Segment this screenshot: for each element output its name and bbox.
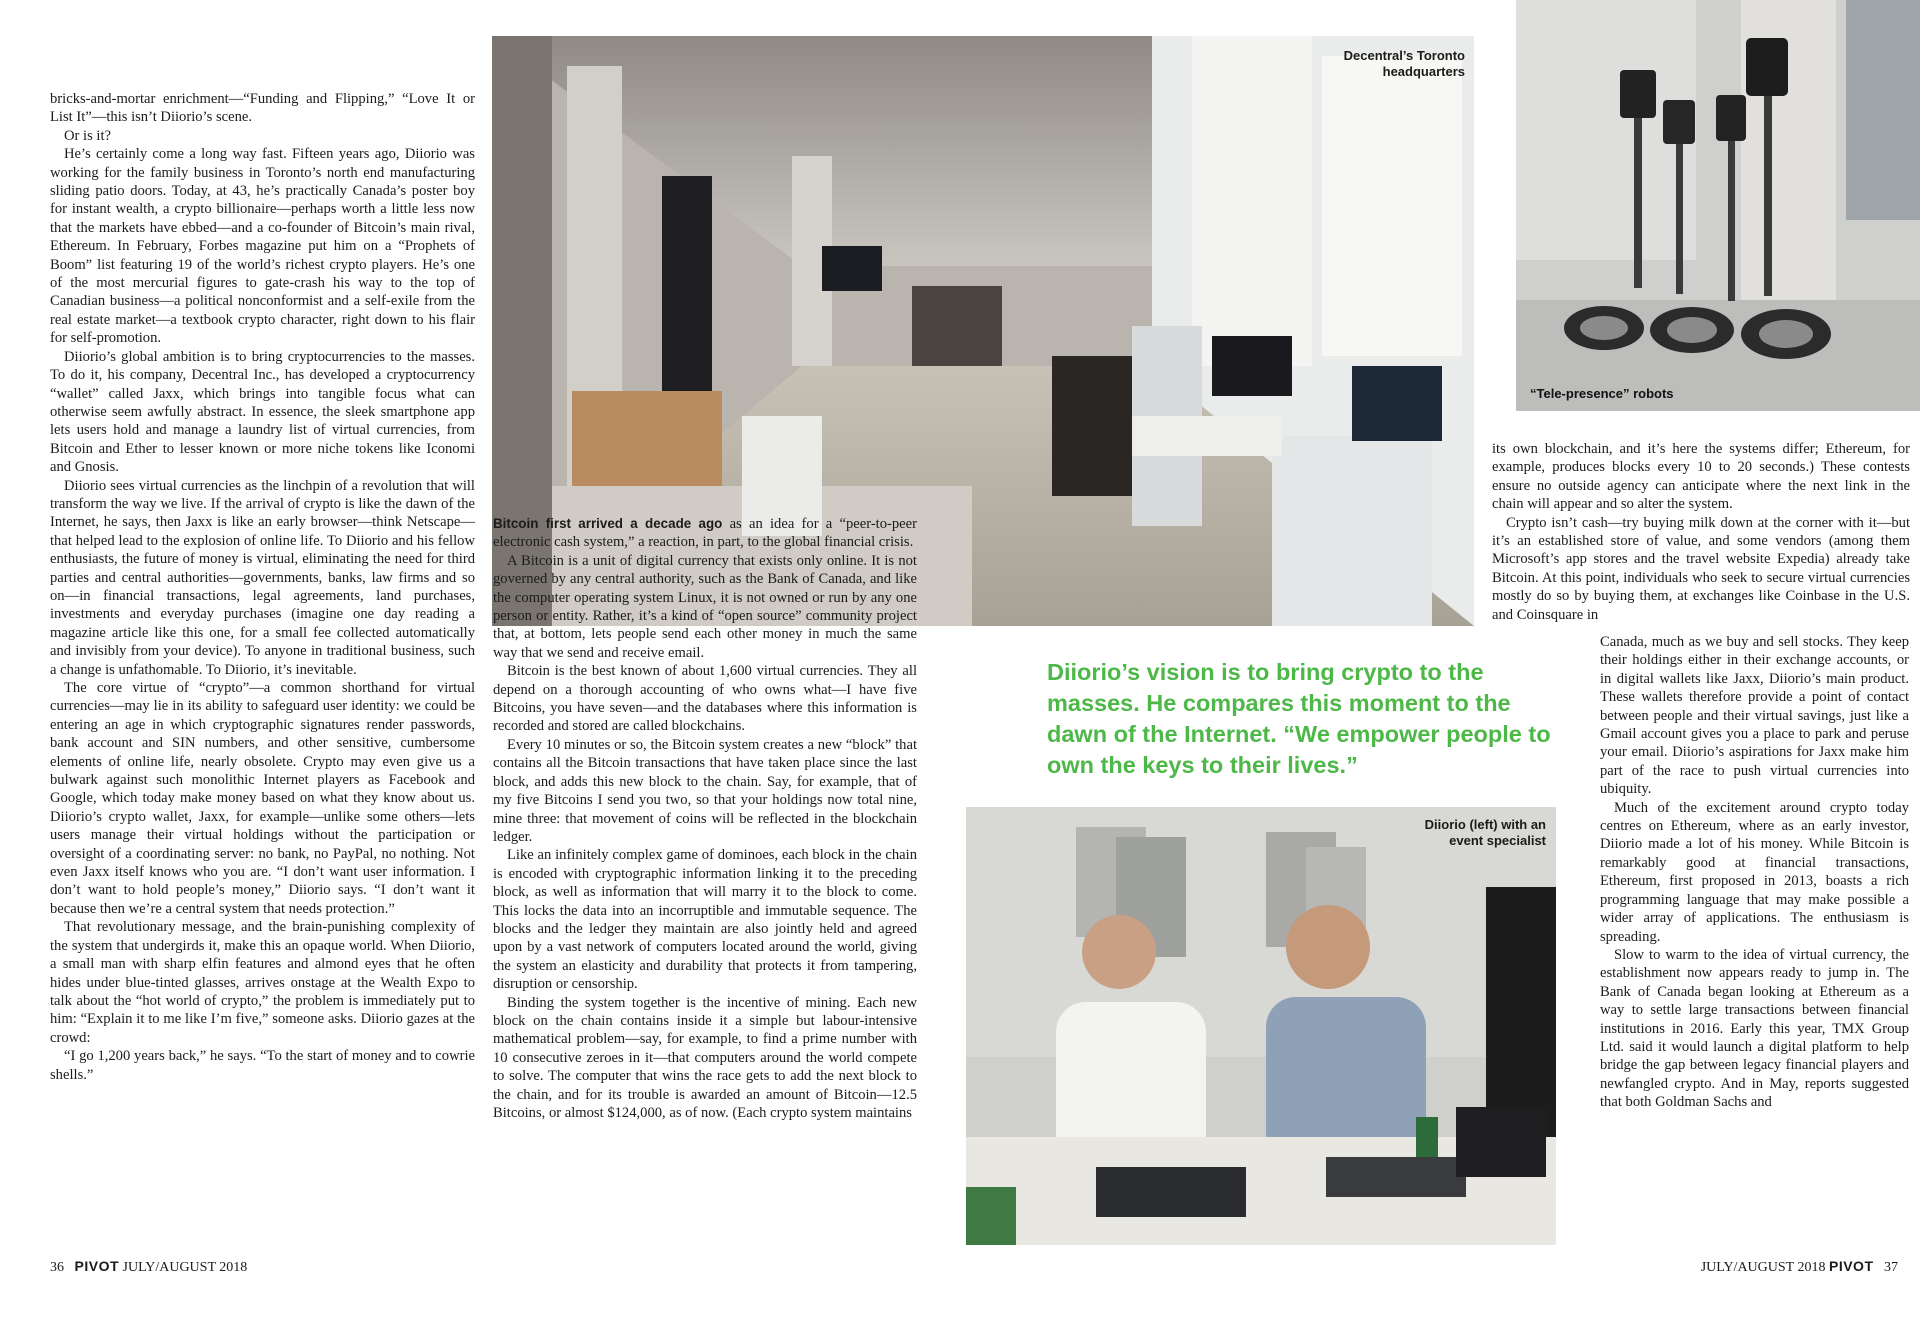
lead-rest: as an idea for a “peer-to-peer electronic cash system,” a reaction, in part, to the global financial crisis. bbox=[493, 516, 918, 551]
diiorio-caption bbox=[1330, 817, 1546, 849]
brand-name: PIVOT bbox=[1828, 1258, 1874, 1274]
column-3 bbox=[1492, 440, 1910, 624]
footer-left bbox=[50, 1258, 247, 1276]
caption-line: Decentral’s Toronto bbox=[1343, 48, 1465, 63]
paragraph: Like an infinitely complex game of dominoes, each block in the chain is encoded with cryptographic information linking it to the preceding block, as well as information that will marry it to the block to come. This locks the data into an incorruptible and immutable sequence. The blocks and the ledger they maintain are also jointly held and agreed upon by a vast network of computers located around the world, giving the system an elasticity and durability that protects it from tampering, disruption or censorship. bbox=[493, 847, 917, 993]
caption-line: headquarters bbox=[1382, 64, 1465, 79]
diiorio-photo bbox=[966, 807, 1556, 1245]
page-number: 36 bbox=[50, 1260, 64, 1275]
paragraph: its own blockchain, and it’s here the systems differ; Ethereum, for example, produces blocks every 10 to 20 seconds.) These contests ensure no outside agency can anticipate where the next link in the chain will appear and so alter the system. bbox=[1492, 441, 1910, 513]
paragraph: Or is it? bbox=[64, 127, 112, 144]
issue-date: JULY/AUGUST 2018 bbox=[122, 1260, 248, 1275]
caption-line: event specialist bbox=[1449, 833, 1546, 848]
paragraph: Binding the system together is the incentive of mining. Each new block on the chain contains inside it a simple but labour-intensive mathematical problem—say, for example, to find a prime number with 10 consecutive zeroes in it—that computers around the world compete to solve. The computer that wins the race gets to add the next block to the chain, and for its trouble is awarded an amount of Bitcoin—12.5 Bitcoins, or almost $124,000, as of now. (Each crypto system maintains bbox=[493, 994, 917, 1121]
paragraph: Every 10 minutes or so, the Bitcoin system creates a new “block” that contains all the Bitcoin transactions that have taken place since the last block, and adds this new block to the chain. Say, for example, that of my five Bitcoins I send you two, so that your holdings now total nine, mine three: that movement of coins will be reflected in the blockchain ledger. bbox=[493, 736, 917, 845]
paragraph: Bitcoin is the best known of about 1,600 virtual currencies. They all depend on a thorough accounting of who owns what—I have five Bitcoins, you have seven—and the databases where this information is recorded and stored are called blockchains. bbox=[493, 663, 917, 735]
paragraph: Canada, much as we buy and sell stocks. They keep their holdings either in their exchange accounts, or in digital wallets like Jaxx, Diiorio’s main product. These wallets therefore provide a point of contact between people and their virtual savings, just like a Gmail account gives you a place to park and peruse your email. Diiorio’s aspirations for Jaxx make him part of the race to push virtual currencies into ubiquity. bbox=[1600, 634, 1909, 798]
brand-name: PIVOT bbox=[74, 1258, 120, 1274]
paragraph bbox=[493, 515, 917, 552]
footer-right bbox=[1701, 1258, 1898, 1276]
paragraph: bricks-and-mortar enrichment—“Funding and Flipping,” “Love It or List It”—this isn’t Diiorio’s scene. bbox=[50, 91, 475, 126]
paragraph: “I go 1,200 years back,” he says. “To the start of money and to cowrie shells.” bbox=[50, 1048, 475, 1083]
paragraph: He’s certainly come a long way fast. Fifteen years ago, Diiorio was working for the family business in Toronto’s north end manufacturing sliding patio doors. Today, at 43, he’s practically Canada’s poster boy for instant wealth, a crypto billionaire—perhaps worth a little less now that the markets have ebbed—and a co-founder of Bitcoin’s main rival, Ethereum. In February, Forbes magazine put him on a “Prophets of Boom” list featuring 19 of the world’s richest crypto players. He’s one of the most mercurial figures to gate-crash his way to the top of Canadian business—a political nonconformist and a self-exile from the real estate market—a textbook crypto character, right down to his flair for self-promotion. bbox=[50, 146, 475, 347]
paragraph: The core virtue of “crypto”—a common shorthand for virtual currencies—may lie in its ability to safeguard user identity: we could be entering an age in which cryptographic signatures render passwords, bank account and SIN numbers, and other sensitive, cumbersome elements of online life, nearly obsolete. Crypto may even give us a bulwark against such monolithic Internet players as Facebook and Google, which today make money based on what they know about us. Diiorio’s crypto wallet, Jaxx, for example—unlike some others—lets users manage their virtual holdings without the participation or oversight of a coordinating server: no bank, no PayPal, no nothing. Not even Jaxx itself knows who you are. “I don’t want user information. I don’t want to hold people’s money,” Diiorio says. “I don’t want it because then we’re a central system that needs protection.” bbox=[50, 680, 475, 917]
paragraph: Diiorio’s global ambition is to bring cryptocurrencies to the masses. To do it, his company, Decentral Inc., has developed a cryptocurrency “wallet” called Jaxx, which brings into tangible focus what can otherwise seem awfully abstract. In essence, the sleek smartphone app lets users hold and manage a laundry list of virtual currencies, from Bitcoin and Ether to lesser known or more niche tokens like Iconomi and Gnosis. bbox=[50, 348, 475, 476]
robots-photo bbox=[1516, 0, 1920, 411]
page-number: 37 bbox=[1884, 1260, 1898, 1275]
pull-quote: Diiorio’s vision is to bring crypto to the masses. He compares this moment to the dawn of the Internet. “We empower people to own the keys to their lives.” bbox=[1047, 659, 1551, 778]
column-1 bbox=[50, 90, 475, 1084]
paragraph: That revolutionary message, and the brain-punishing complexity of the system that undergirds it, make this an opaque world. When Diiorio, a small man with sharp elfin features and almond eyes that he often hides under blue-tinted glasses, arrives onstage at the Wealth Expo to talk about the “hot world of crypto,” the problem is immediately put to him: “Explain it to me like I’m five,” someone asks. Diiorio gazes at the crowd: bbox=[50, 919, 475, 1046]
paragraph: A Bitcoin is a unit of digital currency that exists only online. It is not governed by any central authority, such as the Bank of Canada, and like the computer operating system Linux, it is not owned or run by any one person or entity. Rather, it’s a kind of “open source” community project that, at bottom, lets people send each other money in much the same way that we send and receive email. bbox=[493, 552, 917, 661]
paragraph: Slow to warm to the idea of virtual currency, the establishment now appears ready to jump in. The Bank of Canada began looking at Ethereum as a way to settle large transactions between financial institutions in 2016. Early this year, TMX Group Ltd. said it would launch a digital platform to help bridge the gap between legacy financial players and newfangled crypto. And in May, reports suggested that both Goldman Sachs and bbox=[1600, 946, 1909, 1111]
paragraph: Crypto isn’t cash—try buying milk down at the corner with it—but it’s an established store of value, and some vendors (among them Microsoft’s app stores and the travel website Expedia) already take Bitcoin. At this point, individuals who seek to secure virtual currencies mostly do so by buying them, at exchanges like Coinbase in the U.S. and Coinsquare in bbox=[1492, 514, 1910, 623]
column-4 bbox=[1600, 633, 1909, 1112]
lead-in: Bitcoin first arrived a decade ago bbox=[493, 516, 723, 531]
column-2 bbox=[493, 515, 917, 1122]
office-caption bbox=[1250, 48, 1465, 80]
caption-line: Diiorio (left) with an bbox=[1424, 817, 1546, 832]
paragraph: Diiorio sees virtual currencies as the linchpin of a revolution that will transform the way we live. If the arrival of crypto is like the dawn of the Internet, he says, then Jaxx is like an early browser—think Netscape—that helped lead to the explosion of online life. To Diiorio and his fellow enthusiasts, the future of money is virtual, eliminating the need for third parties and central authorities—governments, banks, law firms and so on—in financial transactions, legal agreements, land purchases, investments and everyday purchases (imagine one day reading a magazine article like this one, for a small fee collected automatically and invisibly from your device). To anyone in traditional business, such a change is unfathomable. To Diiorio, it’s inevitable. bbox=[50, 477, 475, 678]
robots-caption: “Tele-presence” robots bbox=[1530, 386, 1674, 401]
paragraph: Much of the excitement around crypto today centres on Ethereum, where as an early investor, Diiorio made a lot of his money. While Bitcoin is remarkably good at financial transactions, Ethereum, first proposed in 2013, boasts a rich programming language that may make possible a wider array of applications. The enthusiasm is spreading. bbox=[1600, 799, 1909, 945]
issue-date: JULY/AUGUST 2018 bbox=[1700, 1260, 1826, 1275]
